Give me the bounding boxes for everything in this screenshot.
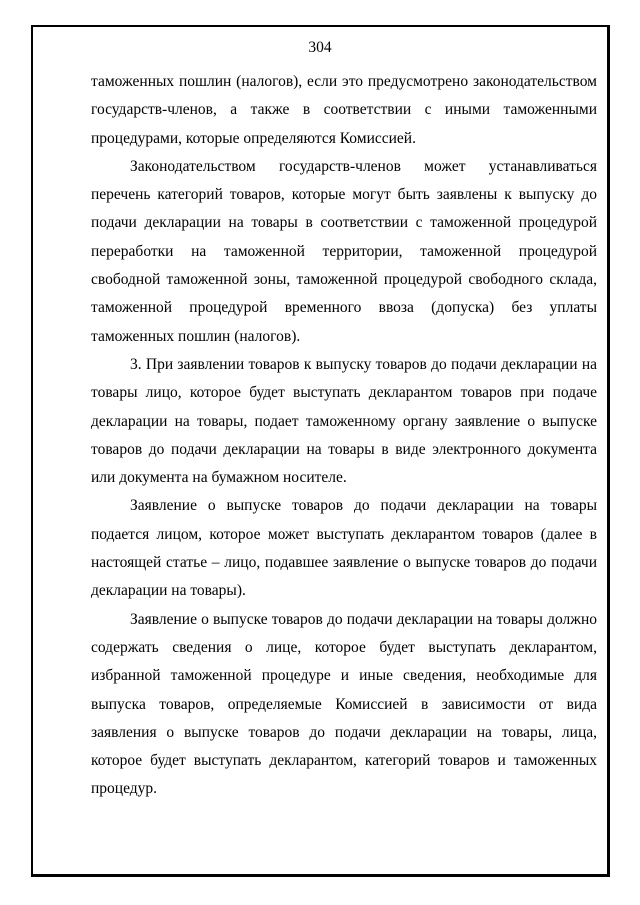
page-number: 304: [308, 39, 332, 56]
paragraph-application-filer: Заявление о выпуске товаров до подачи декларации на товары подается лицом, которое может выступать декларантом товаров (далее в настоящей статье – лицо, подавшее заявление о выпуске товаров до подачи декларации на товары).: [91, 497, 597, 600]
document-body: [91, 68, 597, 804]
paragraph-continuation: таможенных пошлин (налогов), если это предусмотрено законодательством государств-членов, а также в соответствии с иными таможенными процедурами, которые определяются Комиссией.: [91, 73, 597, 147]
paragraph-application-contents: Заявление о выпуске товаров до подачи декларации на товары должно содержать сведения о лице, которое будет выступать декларантом, избранной таможенной процедуре и иные сведения, необходимые для выпуска товаров, определяемые Комиссией в зависимости от вида заявления о выпуске товаров до подачи декларации на товары, лица, которое будет выступать декларантом, категорий товаров и таможенных процедур.: [91, 610, 597, 798]
paragraph-clause-3: 3. При заявлении товаров к выпуску товаров до подачи декларации на товары лицо, которое будет выступать декларантом товаров при подаче декларации на товары, подает таможенному органу заявление о выпуске товаров до подачи декларации на товары в виде электронного документа или документа на бумажном носителе.: [91, 355, 597, 487]
paragraph-goods-categories: Законодательством государств-членов может устанавливаться перечень категорий товаров, которые могут быть заявлены к выпуску до подачи декларации на товары в соответствии с таможенной процедурой переработки на таможенной территории, таможенной процедурой свободной таможенной зоны, таможенной процедурой свободного склада, таможенной процедурой временного ввоза (допуска) без уплаты таможенных пошлин (налогов).: [91, 157, 597, 345]
